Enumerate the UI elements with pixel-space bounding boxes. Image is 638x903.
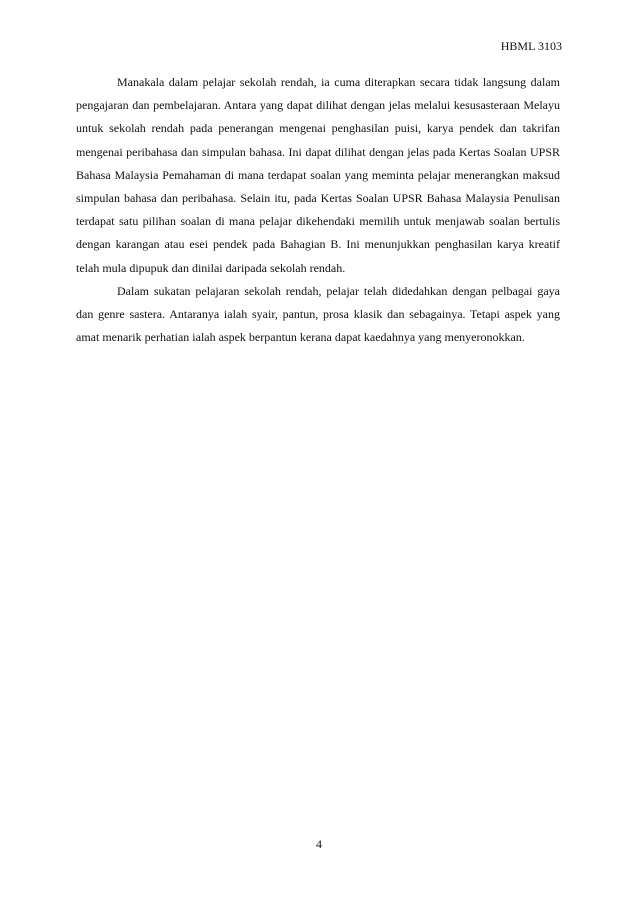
document-body [76, 71, 560, 349]
page-header-course-code: HBML 3103 [500, 39, 562, 53]
page-number: 4 [316, 837, 322, 851]
body-paragraph-2: Dalam sukatan pelajaran sekolah rendah, pelajar telah didedahkan dengan pelbagai gaya dan genre sastera. Antaranya ialah syair, pantun, prosa klasik dan sebagainya. Tetapi aspek yang amat menarik perhatian ialah aspek berpantun kerana dapat kaedahnya yang menyeronokkan. [76, 283, 560, 345]
body-paragraph-1: Manakala dalam pelajar sekolah rendah, ia cuma diterapkan secara tidak langsung dalam pengajaran dan pembelajaran. Antara yang dapat dilihat dengan jelas melalui kesusasteraan Melayu untuk sekolah rendah pada penerangan mengenai penghasilan puisi, karya pendek dan takrifan mengenai peribahasa dan simpulan bahasa. Ini dapat dilihat dengan jelas pada Kertas Soalan UPSR Bahasa Malaysia Pemahaman di mana terdapat soalan yang meminta pelajar menerangkan maksud simpulan bahasa dan peribahasa. Selain itu, pada Kertas Soalan UPSR Bahasa Malaysia Penulisan terdapat satu pilihan soalan di mana pelajar dikehendaki memilih untuk menjawab soalan bertulis dengan karangan atau esei pendek pada Bahagian B. Ini menunjukkan penghasilan karya kreatif telah mula dipupuk dan dinilai daripada sekolah rendah. [76, 75, 560, 275]
